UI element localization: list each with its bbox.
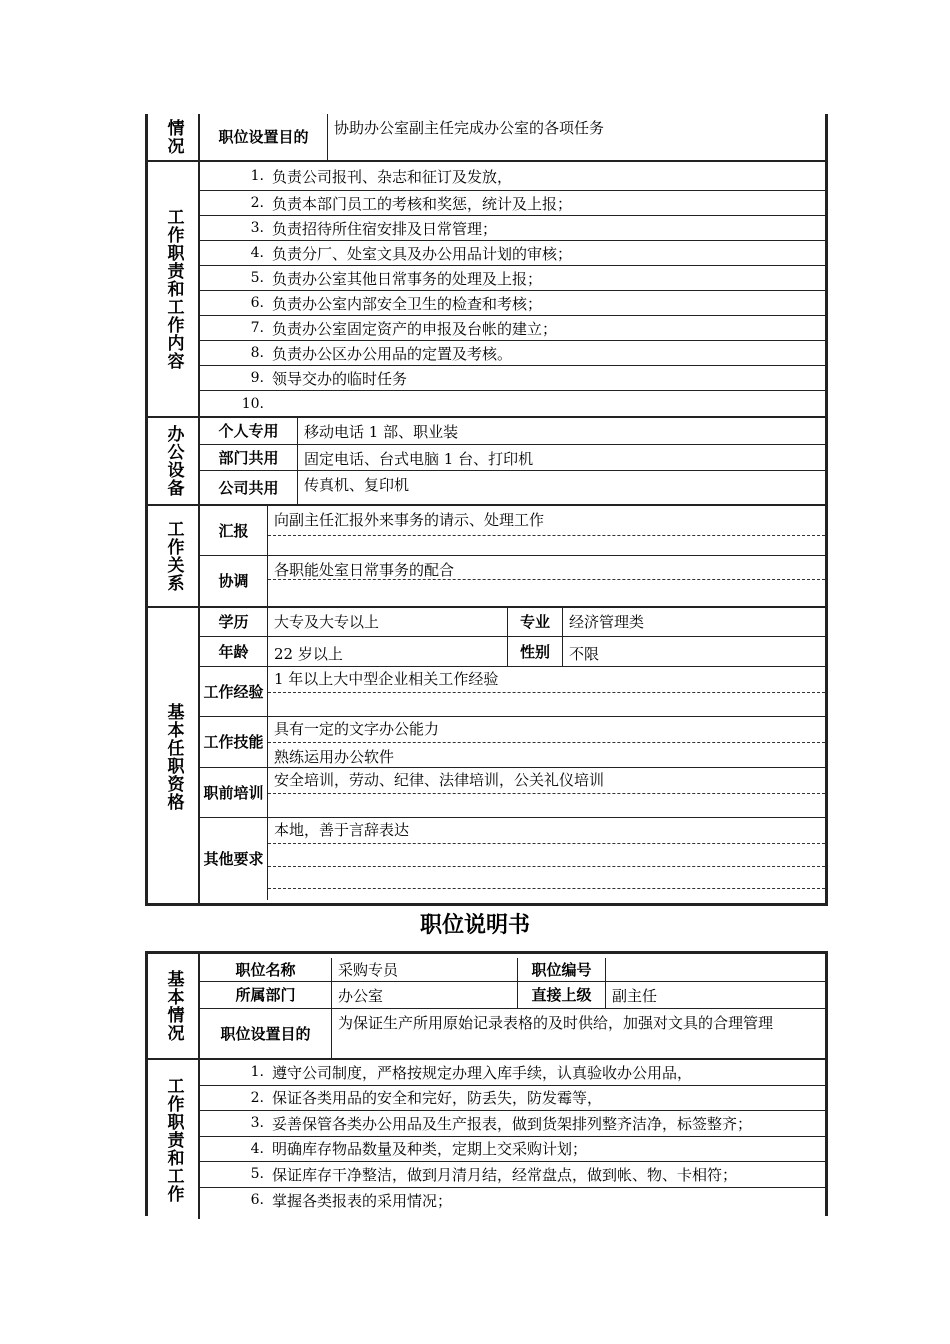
duty-text: 明确库存物品数量及种类，定期上交采购计划； bbox=[272, 1140, 588, 1159]
training-value: 安全培训，劳动、纪律、法律培训，公关礼仪培训 bbox=[268, 768, 825, 794]
page-title: 职位说明书 bbox=[419, 913, 530, 938]
duty-row bbox=[200, 316, 825, 341]
situation-label: 情况 bbox=[148, 114, 200, 160]
other-row bbox=[200, 818, 825, 906]
equipment-section bbox=[148, 418, 825, 506]
duty-number: 7. bbox=[250, 320, 264, 336]
duty-text: 遵守公司制度，严格按规定办理入库手续，认真验收办公用品， bbox=[272, 1063, 693, 1082]
duty-row bbox=[200, 366, 825, 391]
duty-number: 3. bbox=[250, 220, 264, 236]
duty-text: 负责办公室内部安全卫生的检查和考核； bbox=[272, 294, 543, 313]
duties2-section bbox=[148, 1060, 825, 1219]
basic-section bbox=[148, 954, 825, 1060]
duty-row bbox=[200, 1188, 825, 1214]
gender-label: 性别 bbox=[508, 637, 563, 666]
duty-row bbox=[200, 1060, 825, 1086]
relations-row-report bbox=[200, 506, 825, 556]
experience-label: 工作经验 bbox=[200, 667, 268, 716]
other-value: 本地，善于言辞表达 bbox=[268, 818, 825, 844]
relations-label: 工作关系 bbox=[148, 506, 200, 606]
purpose-label: 职位设置目的 bbox=[200, 114, 328, 160]
duty-row bbox=[200, 191, 825, 216]
duty-number: 2. bbox=[250, 1089, 264, 1106]
purpose2-row bbox=[200, 1009, 825, 1058]
duty-row bbox=[200, 391, 825, 416]
department-value: 办公室 bbox=[332, 982, 518, 1008]
duty-row bbox=[200, 241, 825, 266]
duty-number: 5. bbox=[250, 1166, 264, 1183]
age-row bbox=[200, 637, 825, 667]
position-name-label: 职位名称 bbox=[200, 958, 332, 981]
skills-value-2: 熟练运用办公软件 bbox=[274, 748, 395, 766]
equipment-value-company: 传真机、复印机 bbox=[304, 476, 410, 494]
experience-row bbox=[200, 667, 825, 717]
position-code-label: 职位编号 bbox=[518, 958, 606, 981]
equipment-label: 办公设备 bbox=[148, 418, 200, 504]
qualifications-label: 基本任职资格 bbox=[148, 608, 200, 906]
department-label: 所属部门 bbox=[200, 982, 332, 1008]
equipment-label-personal: 个人专用 bbox=[200, 418, 298, 444]
purpose2-label: 职位设置目的 bbox=[200, 1009, 332, 1058]
supervisor-value: 副主任 bbox=[612, 987, 658, 1005]
supervisor-label: 直接上级 bbox=[518, 982, 606, 1008]
duty-row bbox=[200, 266, 825, 291]
duty-row bbox=[200, 1086, 825, 1112]
major-value: 经济管理类 bbox=[569, 613, 645, 631]
experience-value: 1 年以上大中型企业相关工作经验 bbox=[268, 667, 825, 693]
job-description-form-1 bbox=[145, 114, 828, 906]
duty-number: 6. bbox=[250, 295, 264, 311]
duty-text: 保证库存干净整洁，做到月清月结，经常盘点，做到帐、物、卡相符； bbox=[272, 1165, 738, 1184]
duty-row bbox=[200, 1162, 825, 1188]
relations-row-coordinate bbox=[200, 556, 825, 606]
education-value: 大专及大专以上 bbox=[268, 608, 508, 636]
duties-label: 工作职责和工作内容 bbox=[148, 162, 200, 416]
duty-text: 负责办公室其他日常事务的处理及上报； bbox=[272, 269, 543, 288]
coordinate-label: 协调 bbox=[200, 556, 268, 606]
education-label: 学历 bbox=[200, 608, 268, 636]
name-row bbox=[200, 958, 825, 982]
skills-row bbox=[200, 717, 825, 768]
other-label: 其他要求 bbox=[200, 818, 268, 900]
duty-number: 6. bbox=[250, 1192, 264, 1209]
duty-text: 掌握各类报表的采用情况； bbox=[272, 1191, 453, 1210]
purpose-row bbox=[200, 114, 825, 160]
position-name-value: 采购专员 bbox=[332, 958, 518, 981]
purpose-value: 协助办公室副主任完成办公室的各项任务 bbox=[334, 119, 605, 137]
duty-row bbox=[200, 291, 825, 316]
report-value: 向副主任汇报外来事务的请示、处理工作 bbox=[268, 506, 825, 536]
duty-text: 负责办公室固定资产的申报及台帐的建立； bbox=[272, 319, 558, 338]
relations-section bbox=[148, 506, 825, 608]
dept-row bbox=[200, 982, 825, 1009]
duty-number: 1. bbox=[250, 168, 264, 184]
coordinate-value: 各职能处室日常事务的配合 bbox=[268, 556, 825, 580]
job-description-form-2 bbox=[145, 951, 828, 1216]
training-label: 职前培训 bbox=[200, 768, 268, 817]
duties2-label: 工作职责和工作 bbox=[148, 1060, 200, 1219]
duty-text: 负责办公区办公用品的定置及考核。 bbox=[272, 344, 513, 363]
duty-row bbox=[200, 1111, 825, 1137]
duty-row bbox=[200, 1137, 825, 1163]
position-code-value bbox=[606, 958, 825, 981]
situation-section bbox=[148, 114, 825, 162]
equipment-label-department: 部门共用 bbox=[200, 445, 298, 470]
duty-number: 2. bbox=[250, 195, 264, 211]
duty-text: 妥善保管各类办公用品及生产报表，做到货架排列整齐洁净，标签整齐； bbox=[272, 1114, 753, 1133]
equipment-row-personal bbox=[200, 418, 825, 445]
skills-value-1: 具有一定的文字办公能力 bbox=[268, 717, 825, 743]
major-label: 专业 bbox=[508, 608, 563, 636]
duty-number: 3. bbox=[250, 1115, 264, 1132]
duty-text: 负责招待所住宿安排及日常管理； bbox=[272, 219, 498, 238]
duty-text: 负责分厂、处室文具及办公用品计划的审核； bbox=[272, 244, 573, 263]
duty-text: 负责公司报刊、杂志和征订及发放， bbox=[272, 167, 513, 186]
other-blank-line-1 bbox=[268, 844, 825, 867]
training-row bbox=[200, 768, 825, 818]
duty-number: 4. bbox=[250, 245, 264, 261]
equipment-value-department: 固定电话、台式电脑 1 台、打印机 bbox=[304, 450, 534, 468]
duty-text: 保证各类用品的安全和完好，防丢失，防发霉等， bbox=[272, 1089, 603, 1108]
education-row bbox=[200, 608, 825, 637]
duty-row bbox=[200, 341, 825, 366]
duties-section bbox=[148, 162, 825, 418]
age-label: 年龄 bbox=[200, 637, 268, 666]
duty-number: 5. bbox=[250, 270, 264, 286]
qualifications-section bbox=[148, 608, 825, 906]
duty-number: 4. bbox=[250, 1140, 264, 1157]
basic-label: 基本情况 bbox=[148, 954, 200, 1058]
duty-number: 9. bbox=[250, 370, 264, 386]
report-label: 汇报 bbox=[200, 506, 268, 555]
duty-row bbox=[200, 216, 825, 241]
equipment-row-company bbox=[200, 471, 825, 504]
equipment-row-department bbox=[200, 445, 825, 471]
equipment-value-personal: 移动电话 1 部、职业装 bbox=[304, 423, 459, 441]
duty-text: 领导交办的临时任务 bbox=[272, 369, 408, 388]
gender-value: 不限 bbox=[569, 645, 600, 663]
duty-number: 1. bbox=[250, 1064, 264, 1081]
duty-number: 10. bbox=[241, 395, 264, 412]
duty-number: 8. bbox=[250, 345, 264, 361]
duty-text: 负责本部门员工的考核和奖惩，统计及上报； bbox=[272, 194, 573, 213]
other-blank-line-2 bbox=[268, 866, 825, 889]
skills-label: 工作技能 bbox=[200, 717, 268, 767]
duty-row bbox=[200, 162, 825, 191]
purpose2-value: 为保证生产所用原始记录表格的及时供给，加强对文具的合理管理 bbox=[338, 1014, 774, 1032]
equipment-label-company: 公司共用 bbox=[200, 471, 298, 504]
age-value: 22 岁以上 bbox=[268, 637, 508, 666]
